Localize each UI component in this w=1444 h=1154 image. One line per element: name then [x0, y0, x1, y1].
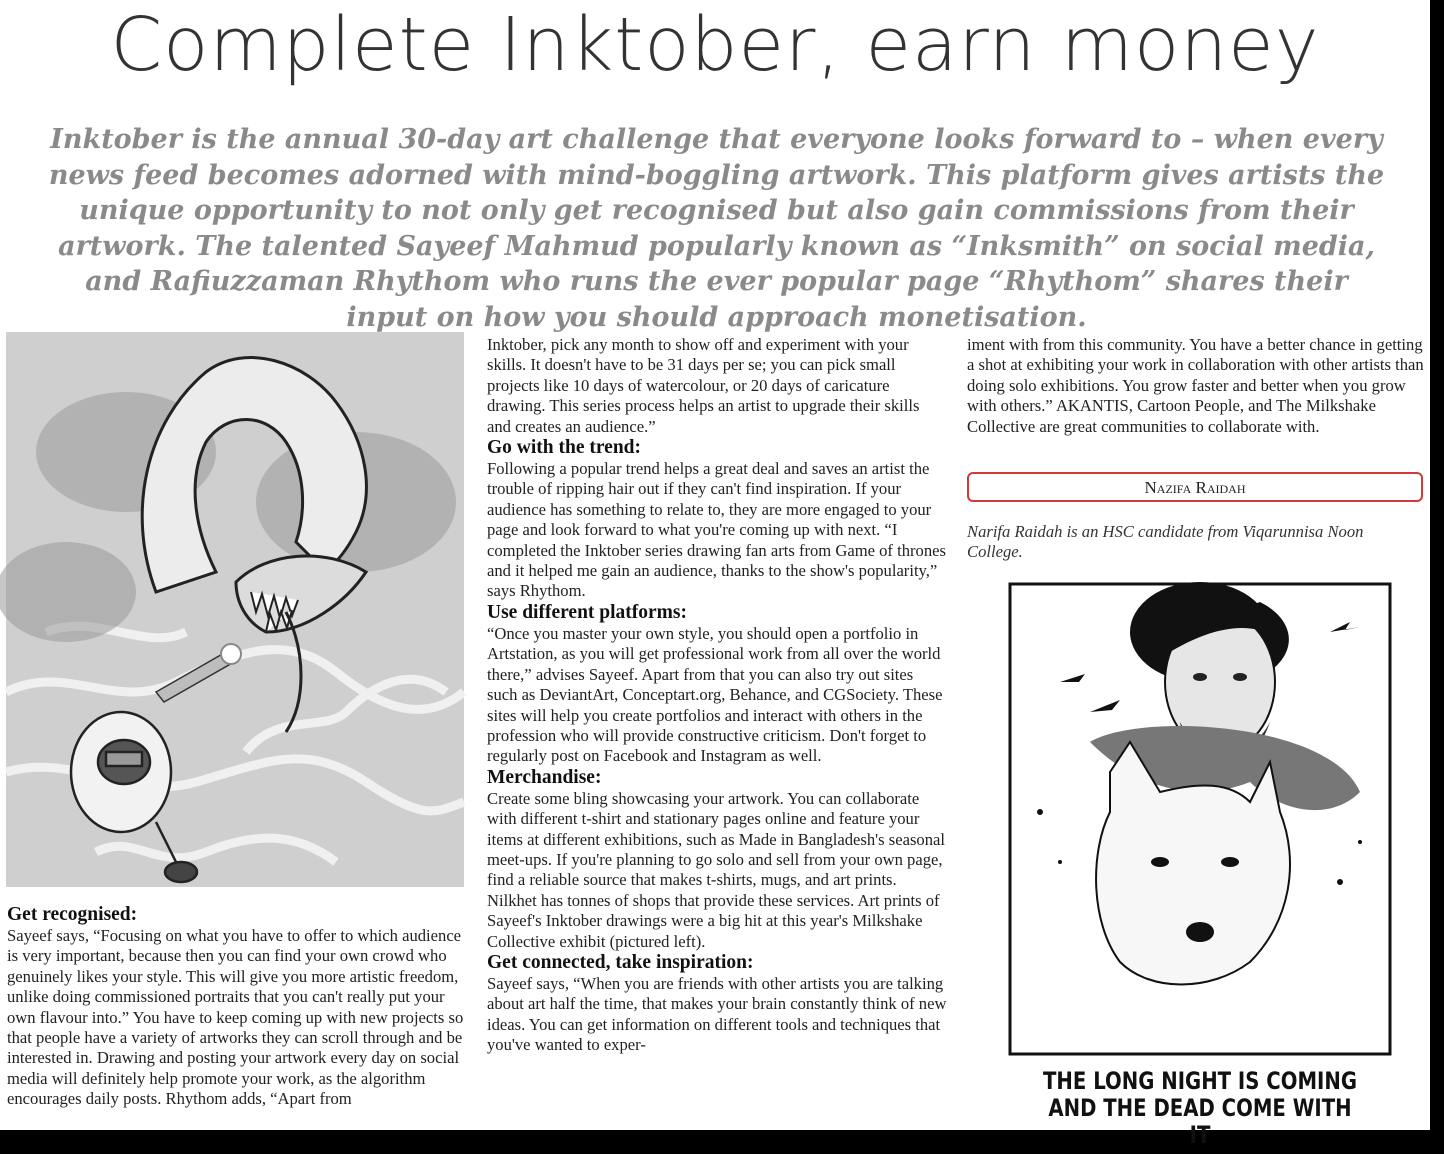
section-body-get-recognised: Sayeef says, “Focusing on what you have to offer to which audience is very important, because then you can find your own crowd who genuinely likes your style. This will give you more artistic freedom, unlike doing commissioned portraits that you can't really put your own flavour into.” You have to keep coming up with new projects so that people have a variety of artworks they can scroll through and be interested in. Drawing and posting your artwork every day on social media will definitely help promote your work, as the algorithm encourages daily posts. Rhythom adds, “Apart from	[7, 926, 464, 1109]
section-body-get-connected: Sayeef says, “When you are friends with other artists you are talking about art half the time, that makes your brain constantly think of new ideas. You can get information on different tools and techniques that you've wanted to exper-	[487, 973, 947, 1055]
column-3	[967, 335, 1427, 437]
section-heading-platforms: Use different platforms:	[487, 601, 688, 623]
author-bio: Narifa Raidah is an HSC candidate from Viqarunnisa Noon College.	[967, 522, 1364, 561]
column-3-continued: iment with from this community. You have a better chance in getting a shot at exhibiting your work in collaboration with other artists than doing solo exhibitions. You grow faster and better when you grow with others.” AKANTIS, Cartoon People, and The Milkshake Collective are great communities to collaborate with.	[967, 335, 1424, 436]
section-body-merchandise: Create some bling showcasing your artwork. You can collaborate with different t-shirt and stationary pages online and feature your items at different exhibitions, such as Made in Bangladesh's seasonal meet-ups. If you're planning to go solo and sell from your own page, find a reliable source that makes t-shirts, mugs, and art prints. Nilkhet has tonnes of shops that provide these services. Art prints of Sayeef's Inktober drawings were a big hit at this year's Milkshake Collective exhibit (pictured left).	[487, 788, 945, 951]
inktober-monster-illustration	[6, 332, 464, 887]
artwork-caption: THE LONG NIGHT IS COMING AND THE DEAD COME WITH IT	[1043, 1067, 1357, 1149]
section-body-platforms: “Once you master your own style, you should open a portfolio in Artstation, as you will get professional work from all over the world there,” advises Sayeef. Apart from that you can also try out sites such as DeviantArt, Conceptart.org, Behance, and CGSociety. These sites will help you create portfolios and interact with others in the profession who will provide constructive criticism. Don't forget to regularly post on Facebook and Instagram as well.	[487, 623, 943, 766]
section-body-go-with-trend: Following a popular trend helps a great deal and saves an artist the trouble of ripping hair out if they can't find inspiration. If your audience has something to relate to, they are more engaged to your page and look forward to what you're coming up with next. “I completed the Inktober series drawing fan arts from Game of thrones and it helped me gain an audience, thanks to the show's popularity,” says Rhythom.	[487, 459, 946, 601]
section-heading-merchandise: Merchandise:	[487, 766, 602, 788]
standfirst: Inktober is the annual 30-day art challenge that everyone looks forward to – when every news feed becomes adorned with mind-boggling artwork. This platform gives artists the unique opportunity to not only get recognised but also gain commissions from their artwork. The talented Sayeef Mahmud popularly known as “Inksmith” on social media, and Rafiuzzaman Rhythom who runs the ever popular page “Rhythom” shares their input on how you should approach monetisation.	[48, 124, 1385, 333]
section-heading-get-connected: Get connected, take inspiration:	[487, 951, 754, 973]
column-1	[7, 904, 467, 1110]
column-2	[487, 335, 947, 1056]
author-byline: Nazifa Raidah	[967, 472, 1423, 502]
section-heading-get-recognised: Get recognised:	[7, 904, 138, 925]
section-heading-go-with-trend: Go with the trend:	[487, 437, 642, 459]
headline: Complete Inktober, earn money	[110, 2, 1320, 88]
column-2-intro: Inktober, pick any month to show off and experiment with your skills. It doesn't have to be 31 days per se; you can pick small projects like 10 days of watercolour, or 20 days of caricature drawing. This series process helps an artist to upgrade their skills and creates an audience.”	[487, 335, 920, 436]
game-of-thrones-fan-art	[1000, 562, 1400, 1130]
